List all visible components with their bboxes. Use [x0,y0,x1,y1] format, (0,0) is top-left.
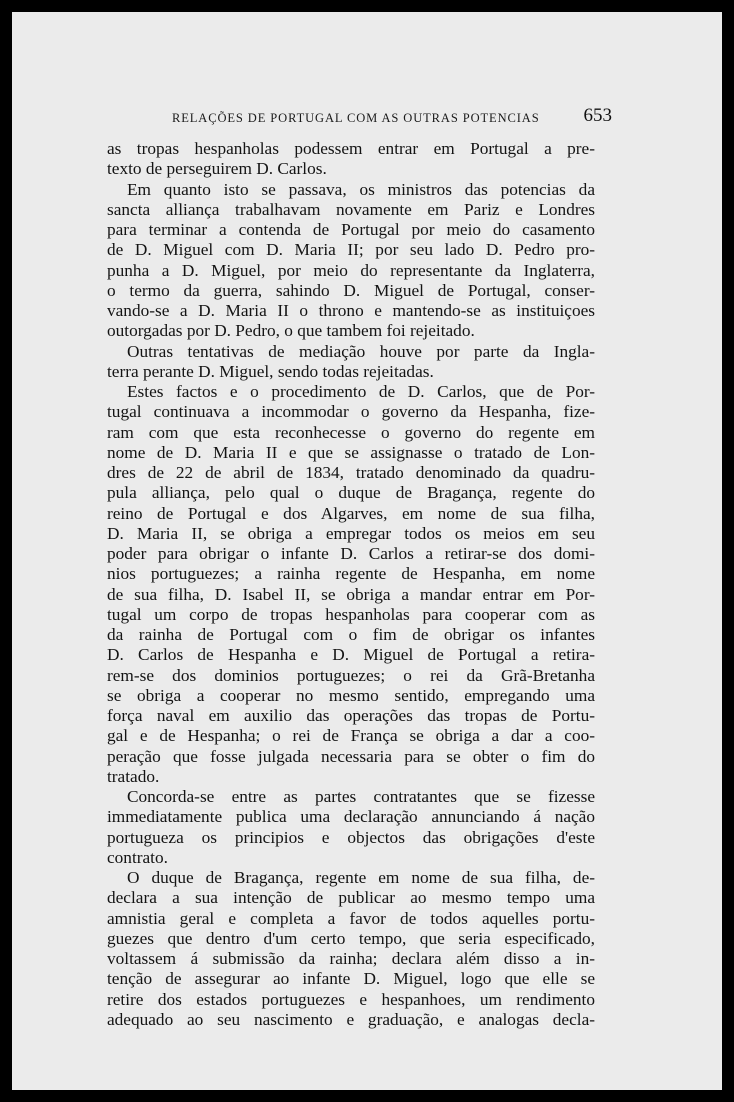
text-line: tenção de assegurar ao infante D. Miguel, logo que elle se [107,969,595,989]
text-line: contrato. [107,847,168,867]
text-line: terra perante D. Miguel, sendo todas rejeitadas. [107,361,434,381]
text-line: Estes factos e o procedimento de D. Carlos, que de Por- [127,382,595,401]
text-line: guezes que dentro d'um certo tempo, que seria especificado, [107,928,595,948]
text-line: tratado. [107,766,160,786]
header-title: RELAÇÕES DE PORTUGAL COM AS OUTRAS POTENCIAS [172,111,540,125]
text-line: de sua filha, D. Isabel II, se obriga a mandar entrar em Por- [107,584,595,604]
text-line: retire dos estados portuguezes e hespanhoes, um rendimento [107,989,595,1009]
text-line: D. Carlos de Hespanha e D. Miguel de Portugal a retira- [107,645,595,665]
text-line: nome de D. Maria II e que se assignasse o tratado de Lon- [107,442,595,462]
text-line: adequado ao seu nascimento e graduação, e analogas decla- [107,1009,595,1029]
text-line: rem-se dos dominios portuguezes; o rei da Grã-Bretanha [107,665,595,685]
page-number: 653 [583,105,612,126]
text-line: texto de perseguirem D. Carlos. [107,159,327,179]
text-line: outorgadas por D. Pedro, o que tambem foi rejeitado. [107,321,475,341]
text-line: Outras tentativas de mediação houve por parte da Ingla- [127,341,595,361]
text-line: pula alliança, pelo qual o duque de Bragança, regente do [107,483,595,503]
text-line: poder para obrigar o infante D. Carlos a retirar-se dos domi- [107,544,595,563]
text-line: gal e de Hespanha; o rei de França se obriga a dar a coo- [107,726,595,746]
text-line: Concorda-se entre as partes contratantes que se fizesse [127,787,595,806]
text-line: D. Maria II, se obriga a empregar todos os meios em seu [107,523,595,543]
text-line: O duque de Bragança, regente em nome de sua filha, de- [127,868,595,887]
text-line: amnistia geral e completa a favor de todos aquelles portu- [107,908,595,928]
text-line: portugueza os principios e objectos das obrigações d'este [107,827,595,847]
body-text [107,139,595,1030]
text-line: declara a sua intenção de publicar ao mesmo tempo uma [107,888,595,908]
text-line: voltassem á submissão da rainha; declara além disso a in- [107,949,595,968]
text-line: da rainha de Portugal com o fim de obrigar os infantes [107,625,595,644]
text-line: ram com que esta reconhecesse o governo do regente em [107,422,595,442]
text-line: dres de 22 de abril de 1834, tratado denominado da quadru- [107,463,595,482]
text-line: peração que fosse julgada necessaria para se obter o fim do [107,746,595,766]
text-line: de D. Miguel com D. Maria II; por seu lado D. Pedro pro- [107,240,595,260]
text-line: punha a D. Miguel, por meio do representante da Inglaterra, [107,260,595,280]
text-line: se obriga a cooperar no mesmo sentido, empregando uma [107,685,595,705]
text-line: sancta alliança trabalhavam novamente em Pariz e Londres [107,199,595,219]
book-page [12,12,722,1090]
text-line: as tropas hespanholas podessem entrar em Portugal a pre- [107,139,595,158]
text-line: vando-se a D. Maria II o throno e mantendo-se as instituiçoes [107,301,595,320]
text-line: immediatamente publica uma declaração annunciando á nação [107,807,595,827]
text-line: nios portuguezes; a rainha regente de Hespanha, em nome [107,564,595,584]
text-line: tugal um corpo de tropas hespanholas para cooperar com as [107,604,595,624]
text-line: Em quanto isto se passava, os ministros das potencias da [127,179,595,199]
text-line: tugal continuava a incommodar o governo da Hespanha, fize- [107,402,595,422]
running-header [172,105,612,133]
text-line: força naval em auxilio das operações das tropas de Portu- [107,706,595,725]
text-line: para terminar a contenda de Portugal por meio do casamento [107,220,595,239]
text-line: reino de Portugal e dos Algarves, em nome de sua filha, [107,503,595,523]
text-line: o termo da guerra, sahindo D. Miguel de Portugal, conser- [107,280,595,300]
